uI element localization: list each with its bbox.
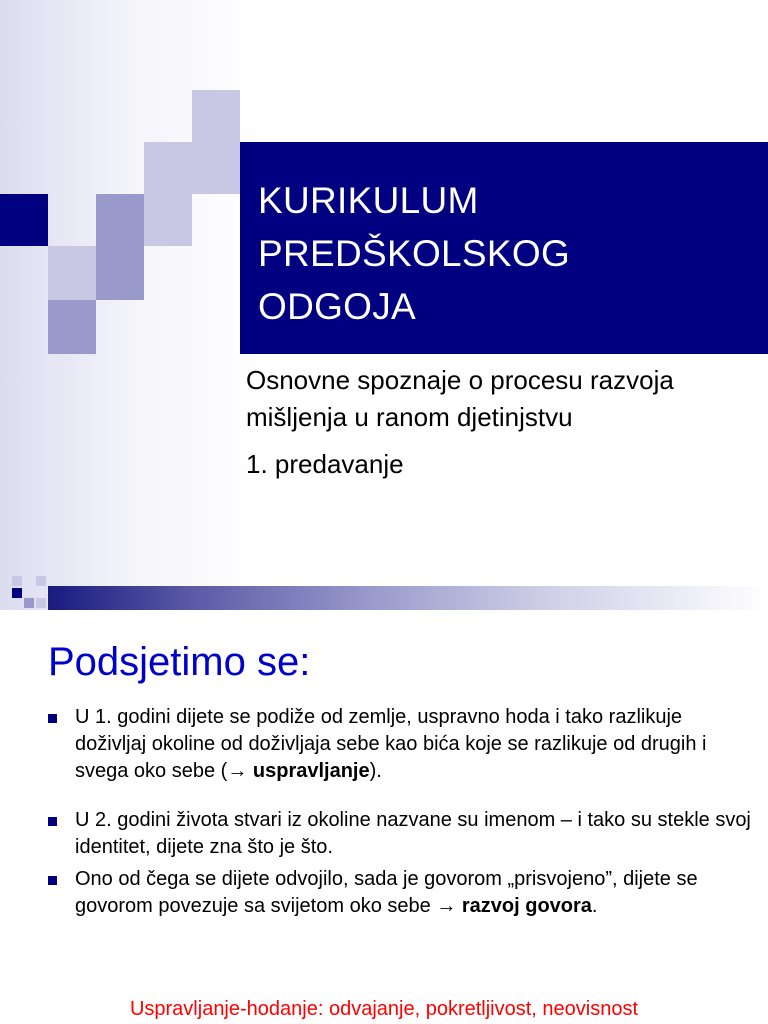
- deco-square: [96, 246, 144, 300]
- lecture-number: 1. predavanje: [246, 449, 404, 479]
- bullet-emphasis: uspravljanje: [252, 760, 370, 782]
- list-item: [44, 866, 754, 920]
- slide-subtitle: [246, 362, 756, 483]
- deco-pixel: [24, 598, 34, 608]
- list-item: [44, 704, 754, 785]
- arrow-icon: →: [436, 895, 457, 917]
- square-bullet-icon: [48, 876, 57, 885]
- square-bullet-icon: [48, 817, 57, 826]
- title-line: KURIKULUM: [258, 180, 479, 221]
- deco-pixel: [12, 588, 22, 598]
- deco-square: [144, 142, 240, 194]
- deco-square: [96, 194, 144, 246]
- title-line: PREDŠKOLSKOG: [258, 233, 571, 274]
- deco-square: [48, 300, 96, 354]
- deco-square: [48, 246, 96, 300]
- list-item: [44, 807, 754, 861]
- deco-pixel: [12, 576, 22, 586]
- bullet-text: U 2. godini života stvari iz okoline nazvane su imenom – i tako su stekle svoj identitet, dijete zna što je što.: [75, 809, 751, 858]
- bullet-list: [44, 704, 754, 920]
- slide-title: [258, 174, 758, 333]
- bullet-emphasis: razvoj govora: [461, 895, 592, 917]
- deco-square: [192, 90, 240, 142]
- bullet-text: Ono od čega se dijete odvojilo, sada je govorom „prisvojeno”, dijete se govorom povezuje sa svijetom oko sebe: [75, 868, 698, 917]
- highlight-footer: Uspravljanje-hodanje: odvajanje, pokretljivost, neovisnost: [129, 998, 639, 1020]
- deco-square: [0, 194, 48, 246]
- bullet-text: U 1. godini dijete se podiže od zemlje, uspravno hoda i tako razlikuje doživljaj okoline od doživljaja sebe kao bića koje se razlikuje od drugih i svega oko sebe (: [75, 706, 707, 782]
- deco-pixel: [36, 598, 46, 608]
- content-slide: [0, 610, 768, 1024]
- deco-square: [144, 194, 192, 246]
- gradient-divider: [48, 586, 768, 610]
- slide-heading: Podsjetimo se:: [48, 640, 311, 684]
- bullet-text-end: ).: [369, 760, 382, 782]
- subtitle-text: Osnovne spoznaje o procesu razvoja mišljenja u ranom djetinjstvu: [246, 365, 674, 432]
- bullet-text-end: .: [591, 895, 598, 917]
- title-line: ODGOJA: [258, 286, 417, 327]
- square-bullet-icon: [48, 714, 57, 723]
- deco-pixel: [36, 576, 46, 586]
- arrow-icon: →: [227, 760, 248, 782]
